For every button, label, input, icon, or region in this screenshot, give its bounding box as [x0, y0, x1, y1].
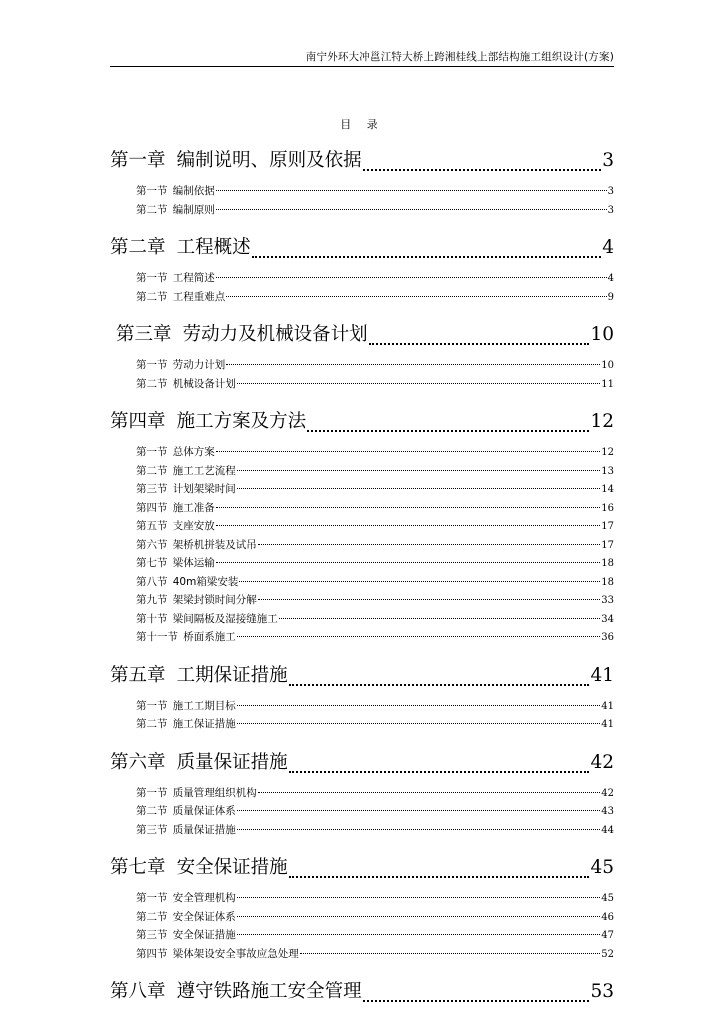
- toc-chapter-entry[interactable]: [110, 845, 614, 883]
- section-title: 支座安放: [172, 520, 215, 532]
- toc-section-entry[interactable]: [110, 480, 614, 499]
- section-page-number: 44: [601, 824, 614, 836]
- section-number: 第二节: [136, 377, 168, 390]
- chapter-title: 编制说明、原则及依据: [176, 150, 362, 171]
- section-title: 机械设备计划: [172, 377, 236, 390]
- toc-chapter-entry[interactable]: [110, 653, 614, 691]
- section-page-number: 46: [601, 911, 614, 923]
- toc-chapter-entry[interactable]: [110, 138, 614, 176]
- section-number: 第八节: [136, 575, 168, 588]
- toc-section-entry[interactable]: [110, 908, 614, 927]
- section-title: 施工保证措施: [172, 718, 236, 730]
- section-title: 施工工艺流程: [172, 464, 236, 477]
- section-page-number: 34: [601, 613, 614, 625]
- section-page-number: 3: [607, 204, 614, 216]
- chapter-title: 质量保证措施: [176, 751, 288, 773]
- dot-leader: [258, 544, 601, 545]
- section-title: 梁体运输: [172, 557, 215, 569]
- dot-leader: [289, 684, 590, 686]
- chapter-title: 遵守铁路施工安全管理: [176, 981, 362, 1002]
- section-number: 第二节: [136, 910, 168, 923]
- chapter-page-number: 53: [590, 981, 614, 1002]
- chapter-number: 第一章: [110, 150, 166, 171]
- dot-leader: [363, 1000, 590, 1002]
- toc-section-entry[interactable]: [110, 821, 614, 840]
- chapter-title: 工程概述: [176, 237, 251, 258]
- chapter-title: 施工方案及方法: [176, 411, 307, 432]
- section-page-number: 52: [601, 948, 614, 960]
- section-number: 第四节: [136, 501, 168, 514]
- toc-section-entry[interactable]: [110, 201, 614, 220]
- section-number: 第十节: [136, 612, 168, 625]
- dot-leader: [237, 829, 601, 830]
- section-page-number: 41: [601, 700, 614, 712]
- dot-leader: [237, 705, 601, 706]
- section-title: 编制依据: [172, 185, 215, 197]
- section-number: 第一节: [136, 359, 168, 371]
- section-title: 质量保证体系: [172, 805, 236, 817]
- toc-chapter-entry[interactable]: [110, 740, 614, 778]
- toc-section-entry[interactable]: [110, 554, 614, 573]
- chapter-number: 第五章: [110, 664, 166, 686]
- section-number: 第一节: [136, 272, 168, 284]
- dot-leader: [237, 897, 601, 898]
- dot-leader: [279, 618, 601, 619]
- section-title: 计划架梁时间: [172, 483, 236, 495]
- dot-leader: [237, 636, 601, 637]
- section-title: 劳动力计划: [172, 359, 226, 371]
- toc-section-entry[interactable]: [110, 926, 614, 945]
- dot-leader: [363, 169, 602, 171]
- toc-section-entry[interactable]: [110, 462, 614, 481]
- chapter-number: 第七章: [110, 857, 166, 878]
- section-number: 第二节: [136, 290, 168, 303]
- dot-leader: [258, 599, 601, 600]
- section-number: 第二节: [136, 464, 168, 477]
- dot-leader: [307, 430, 589, 432]
- dot-leader: [237, 916, 601, 917]
- section-number: 第二节: [136, 805, 168, 817]
- section-number: 第二节: [136, 203, 168, 216]
- toc-section-entry[interactable]: [110, 784, 614, 803]
- dot-leader: [289, 771, 590, 773]
- dot-leader: [300, 953, 601, 954]
- section-number: 第十一节: [136, 631, 178, 643]
- section-title: 编制原则: [172, 203, 215, 216]
- chapter-page-number: 42: [590, 751, 614, 773]
- toc-section-entry[interactable]: [110, 697, 614, 716]
- section-title: 梁体架设安全事故应急处理: [172, 947, 299, 960]
- section-title: 工程简述: [172, 272, 215, 284]
- chapter-page-number: 12: [590, 411, 614, 432]
- section-number: 第九节: [136, 594, 168, 606]
- dot-leader: [237, 723, 601, 724]
- dot-leader: [237, 470, 601, 471]
- toc-section-entry[interactable]: [110, 536, 614, 555]
- toc-section-entry[interactable]: [110, 443, 614, 462]
- section-title: 安全保证措施: [172, 929, 236, 941]
- section-page-number: 41: [601, 719, 614, 730]
- dot-leader: [237, 934, 601, 935]
- section-page-number: 3: [607, 186, 614, 197]
- section-page-number: 12: [601, 447, 614, 458]
- toc-section-entry[interactable]: [110, 288, 614, 307]
- section-page-number: 18: [601, 558, 614, 569]
- section-number: 第一节: [136, 892, 168, 904]
- toc-section-entry[interactable]: [110, 517, 614, 536]
- chapter-number: 第三章: [116, 324, 172, 345]
- chapter-title: 劳动力及机械设备计划: [182, 324, 368, 345]
- dot-leader: [216, 209, 607, 210]
- section-page-number: 17: [601, 521, 614, 532]
- section-title: 梁间隔板及湿接缝施工: [172, 612, 278, 625]
- section-title: 架梁封锁时间分解: [172, 594, 257, 606]
- section-title: 施工工期目标: [172, 699, 236, 712]
- toc-chapter-entry[interactable]: [110, 399, 614, 437]
- section-title: 质量保证措施: [172, 823, 236, 836]
- toc-title: 目 录: [340, 118, 384, 131]
- dot-leader: [216, 277, 607, 278]
- dot-leader: [252, 256, 602, 258]
- section-number: 第一节: [136, 185, 168, 197]
- chapter-number: 第六章: [110, 751, 166, 773]
- chapter-page-number: 41: [590, 664, 614, 686]
- dot-leader: [239, 581, 600, 582]
- section-page-number: 4: [607, 273, 614, 284]
- section-title: 施工准备: [172, 501, 215, 514]
- section-page-number: 47: [601, 930, 614, 941]
- chapter-page-number: 10: [590, 324, 614, 345]
- toc-section-entry[interactable]: [110, 499, 614, 518]
- dot-leader: [216, 507, 601, 508]
- section-title: 桥面系施工: [183, 631, 236, 643]
- section-page-number: 42: [601, 787, 614, 799]
- table-of-contents: [110, 138, 614, 1013]
- section-number: 第二节: [136, 718, 168, 730]
- toc-section-entry[interactable]: [110, 889, 614, 908]
- dot-leader: [237, 810, 601, 811]
- toc-section-entry[interactable]: [110, 269, 614, 288]
- toc-section-entry[interactable]: [110, 573, 614, 592]
- section-page-number: 43: [601, 806, 614, 817]
- chapter-title: 工期保证措施: [176, 664, 288, 686]
- running-header: 南宁外环大冲邕江特大桥上跨湘桂线上部结构施工组织设计(方案): [110, 50, 614, 67]
- toc-section-entry[interactable]: [110, 802, 614, 821]
- section-number: 第三节: [136, 823, 168, 836]
- section-title: 质量管理组织机构: [172, 786, 257, 799]
- dot-leader: [258, 792, 601, 793]
- chapter-page-number: 45: [590, 857, 614, 878]
- dot-leader: [237, 383, 601, 384]
- toc-section-entry[interactable]: [110, 945, 614, 964]
- toc-chapter-entry[interactable]: [110, 969, 614, 1007]
- toc-section-entry[interactable]: [110, 182, 614, 201]
- toc-chapter-entry[interactable]: [110, 312, 614, 350]
- section-title: 安全管理机构: [172, 892, 236, 904]
- toc-section-entry[interactable]: [110, 591, 614, 610]
- section-number: 第六节: [136, 538, 168, 551]
- section-title: 架桥机拼装及试吊: [172, 538, 257, 551]
- section-number: 第一节: [136, 446, 168, 458]
- chapter-page-number: 3: [602, 150, 614, 171]
- dot-leader: [216, 451, 601, 452]
- section-page-number: 45: [601, 893, 614, 904]
- section-number: 第一节: [136, 699, 168, 712]
- section-page-number: 14: [601, 484, 614, 495]
- toc-chapter-entry[interactable]: [110, 225, 614, 263]
- dot-leader: [216, 562, 601, 563]
- section-number: 第三节: [136, 483, 168, 495]
- section-page-number: 13: [601, 465, 614, 477]
- chapter-number: 第二章: [110, 237, 166, 258]
- section-number: 第一节: [136, 786, 168, 799]
- toc-section-entry[interactable]: [110, 356, 614, 375]
- section-number: 第四节: [136, 947, 168, 960]
- chapter-page-number: 4: [602, 237, 614, 258]
- dot-leader: [289, 876, 590, 878]
- section-page-number: 16: [601, 502, 614, 514]
- toc-section-entry[interactable]: [110, 628, 614, 647]
- section-title: 工程重难点: [172, 290, 226, 303]
- section-page-number: 18: [601, 576, 614, 588]
- section-number: 第五节: [136, 520, 168, 532]
- dot-leader: [226, 296, 606, 297]
- section-title: 40m箱梁安装: [172, 575, 239, 588]
- section-page-number: 17: [601, 539, 614, 551]
- chapter-title: 安全保证措施: [176, 857, 288, 878]
- section-title: 安全保证体系: [172, 910, 236, 923]
- section-number: 第三节: [136, 929, 168, 941]
- section-page-number: 36: [601, 632, 614, 643]
- section-page-number: 33: [601, 595, 614, 606]
- toc-section-entry[interactable]: [110, 375, 614, 394]
- section-title: 总体方案: [172, 446, 215, 458]
- dot-leader: [369, 343, 590, 345]
- dot-leader: [226, 364, 600, 365]
- section-page-number: 11: [601, 378, 614, 390]
- section-page-number: 10: [601, 360, 614, 371]
- section-page-number: 9: [607, 291, 614, 303]
- toc-section-entry[interactable]: [110, 610, 614, 629]
- chapter-number: 第四章: [110, 411, 166, 432]
- section-number: 第七节: [136, 557, 168, 569]
- dot-leader: [216, 525, 601, 526]
- toc-section-entry[interactable]: [110, 715, 614, 734]
- chapter-number: 第八章: [110, 981, 166, 1002]
- dot-leader: [216, 190, 607, 191]
- dot-leader: [237, 488, 601, 489]
